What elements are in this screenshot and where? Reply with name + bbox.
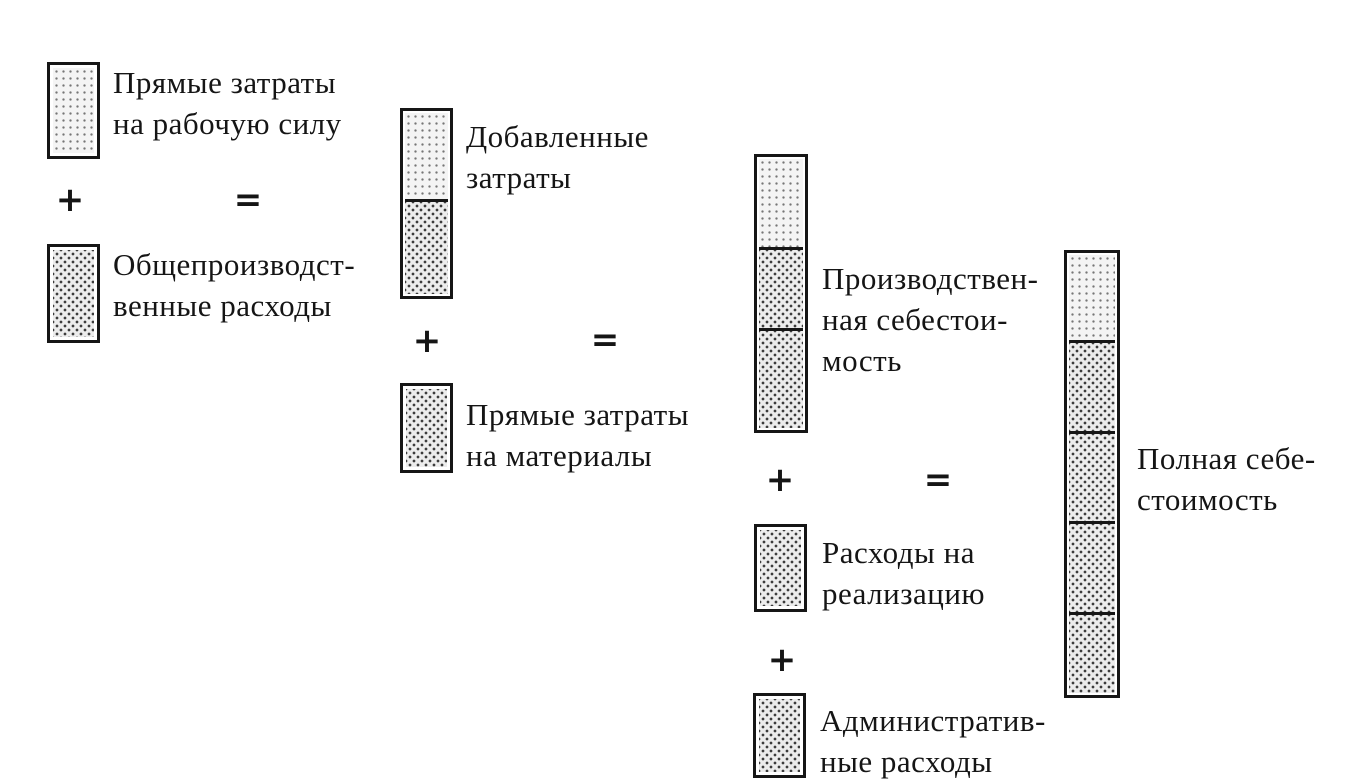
direct-labor-label bbox=[113, 62, 342, 144]
overhead-pattern bbox=[53, 250, 94, 337]
added-costs-bar bbox=[400, 108, 453, 299]
equals-sign-1: = bbox=[233, 180, 263, 220]
admin-expenses-label-line1: Административ- bbox=[820, 703, 1046, 738]
admin-expenses-box bbox=[753, 693, 806, 778]
full-cost-segment-materials bbox=[1069, 431, 1115, 521]
selling-expenses-box bbox=[754, 524, 807, 612]
equals-sign-2: = bbox=[590, 320, 620, 360]
added-costs-label bbox=[466, 116, 649, 198]
overhead-label-line2: венные расходы bbox=[113, 288, 332, 323]
full-cost-segment-overhead bbox=[1069, 340, 1115, 431]
full-cost-label-line2: стоимость bbox=[1137, 482, 1278, 517]
full-cost-label bbox=[1137, 438, 1316, 520]
production-cost-segment-labor bbox=[759, 159, 803, 247]
direct-materials-label-line1: Прямые затраты bbox=[466, 397, 690, 432]
full-cost-bar bbox=[1064, 250, 1120, 698]
selling-expenses-label-line2: реализацию bbox=[822, 576, 986, 611]
production-cost-segment-overhead bbox=[759, 247, 803, 328]
added-costs-label-line2: затраты bbox=[466, 160, 572, 195]
plus-sign-3: + bbox=[765, 460, 795, 500]
selling-expenses-label-line1: Расходы на bbox=[822, 535, 975, 570]
direct-labor-box bbox=[47, 62, 100, 159]
production-cost-label-line1: Производствен- bbox=[822, 261, 1039, 296]
direct-materials-label bbox=[466, 394, 689, 476]
selling-expenses-pattern bbox=[760, 530, 801, 606]
direct-labor-label-line2: на рабочую силу bbox=[113, 106, 342, 141]
overhead-box bbox=[47, 244, 100, 343]
selling-expenses-label bbox=[822, 532, 985, 614]
full-cost-segment-selling bbox=[1069, 521, 1115, 612]
direct-materials-label-line2: на материалы bbox=[466, 438, 653, 473]
overhead-label bbox=[113, 244, 355, 326]
added-costs-label-line1: Добавленные bbox=[466, 119, 649, 154]
added-costs-segment-labor bbox=[405, 113, 448, 199]
equals-sign-3: = bbox=[923, 460, 953, 500]
admin-expenses-label bbox=[820, 700, 1046, 779]
added-costs-segment-overhead bbox=[405, 199, 448, 294]
direct-labor-pattern bbox=[53, 68, 94, 153]
overhead-label-line1: Общепроизводст- bbox=[113, 247, 356, 282]
plus-sign-2: + bbox=[412, 321, 442, 361]
direct-labor-label-line1: Прямые затраты bbox=[113, 65, 337, 100]
admin-expenses-label-line2: ные расходы bbox=[820, 744, 993, 779]
plus-sign-4: + bbox=[767, 640, 797, 680]
full-cost-segment-admin bbox=[1069, 612, 1115, 693]
direct-materials-box bbox=[400, 383, 453, 473]
full-cost-label-line1: Полная себе- bbox=[1137, 441, 1316, 476]
production-cost-label-line3: мость bbox=[822, 343, 902, 378]
production-cost-label-line2: ная себестои- bbox=[822, 302, 1008, 337]
direct-materials-pattern bbox=[406, 389, 447, 467]
production-cost-bar bbox=[754, 154, 808, 433]
plus-sign-1: + bbox=[55, 180, 85, 220]
admin-expenses-pattern bbox=[759, 699, 800, 772]
production-cost-segment-materials bbox=[759, 328, 803, 428]
full-cost-segment-labor bbox=[1069, 255, 1115, 340]
production-cost-label bbox=[822, 258, 1038, 381]
